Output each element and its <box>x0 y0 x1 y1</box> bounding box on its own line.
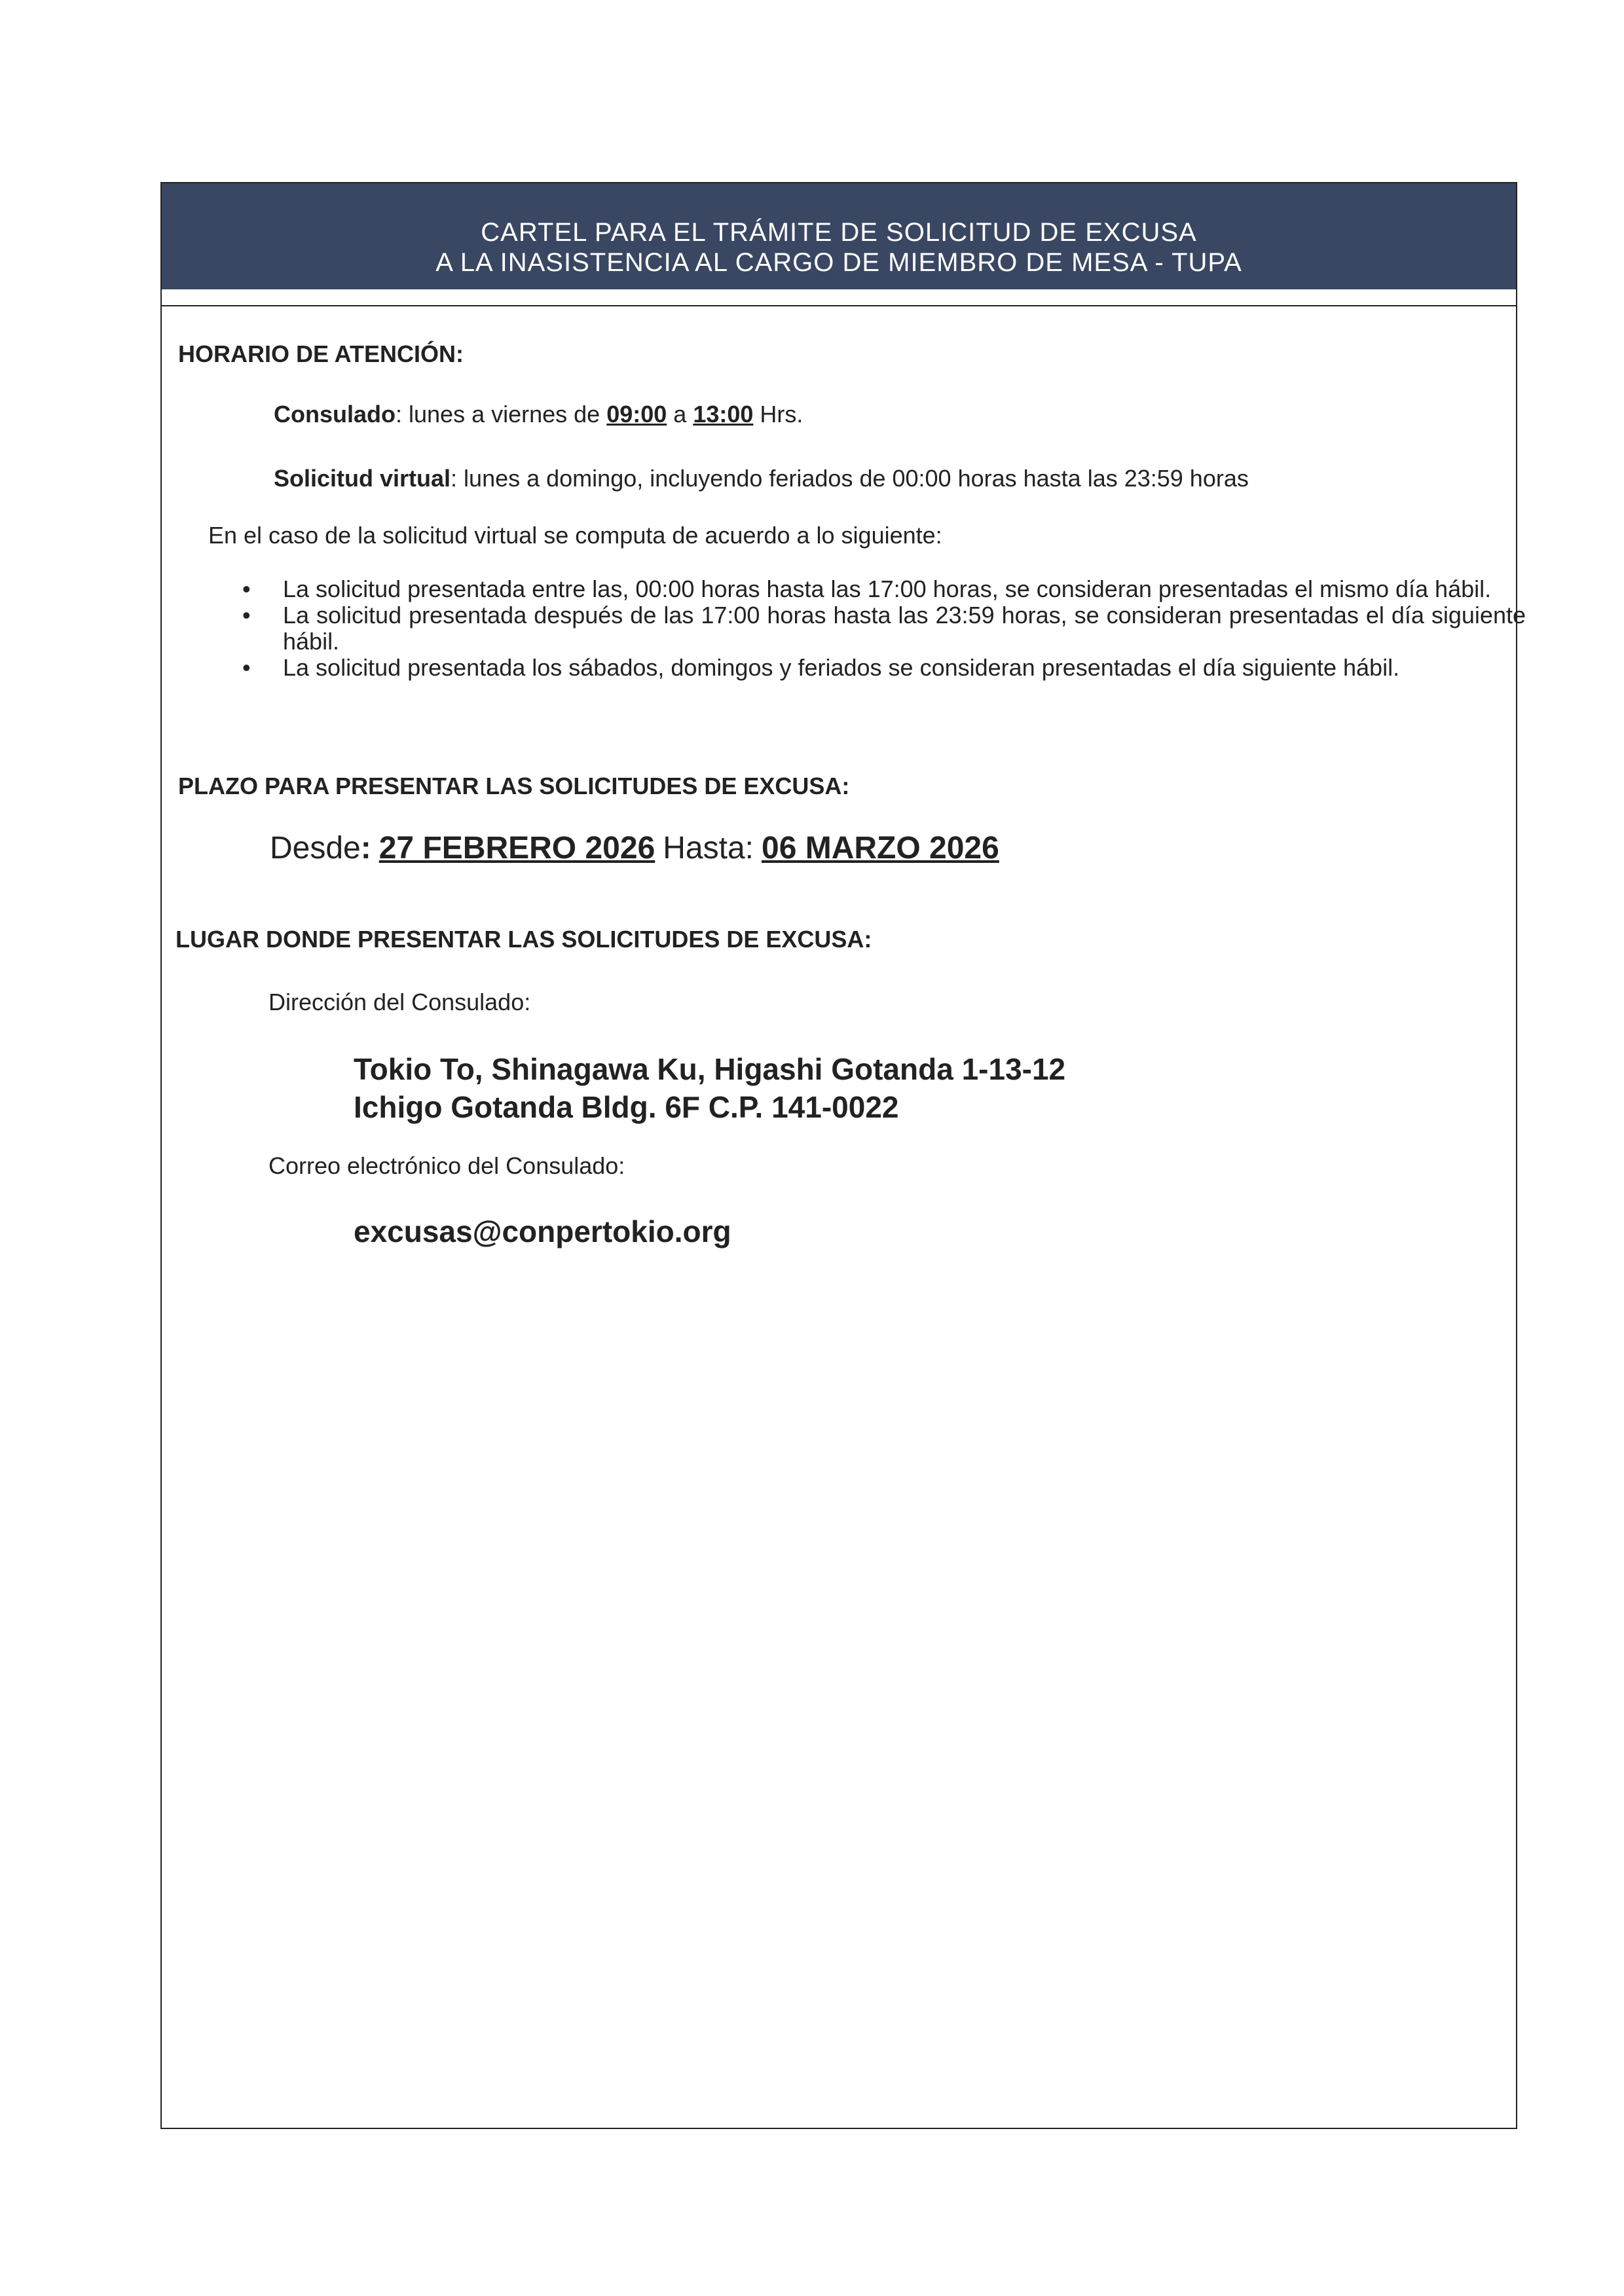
virtual-intro: En el caso de la solicitud virtual se computa de acuerdo a lo siguiente: <box>208 522 942 549</box>
consulado-from-time: 09:00 <box>606 401 667 428</box>
header-divider <box>162 305 1516 306</box>
consulado-end: Hrs. <box>753 401 803 428</box>
address-line-1: Tokio To, Shinagawa Ku, Higashi Gotanda 1-13-12 <box>354 1052 1066 1086</box>
list-item: • La solicitud presentada entre las, 00:00 horas hasta las 17:00 horas, se consideran presentadas el mismo día hábil. <box>242 575 1492 602</box>
bullet-icon: • <box>242 575 251 602</box>
header-band <box>162 183 1516 289</box>
hasta-label: Hasta: <box>663 831 754 866</box>
section-title-plazo: PLAZO PARA PRESENTAR LAS SOLICITUDES DE EXCUSA: <box>178 773 850 799</box>
consulado-label: Consulado <box>274 401 396 428</box>
consulado-text: : lunes a viernes de <box>396 401 607 428</box>
desde-label: Desde <box>270 831 361 866</box>
consulado-mid: a <box>667 401 693 428</box>
section-title-horario: HORARIO DE ATENCIÓN: <box>178 340 464 367</box>
hasta-value: 06 MARZO 2026 <box>762 831 999 866</box>
consulate-email[interactable]: excusas@conpertokio.org <box>354 1214 731 1248</box>
bullet-icon: • <box>242 602 251 629</box>
desde-value: 27 FEBRERO 2026 <box>378 831 655 866</box>
virtual-label: Solicitud virtual <box>274 465 451 492</box>
list-item: • La solicitud presentada los sábados, domingos y feriados se consideran presentadas el día siguiente hábil. <box>242 654 1400 681</box>
header-title-line-1: CARTEL PARA EL TRÁMITE DE SOLICITUD DE EXCUSA <box>481 218 1197 247</box>
direccion-label: Dirección del Consulado: <box>268 989 531 1015</box>
virtual-rules-list <box>242 576 1526 681</box>
virtual-hours <box>274 465 1249 492</box>
consulate-address <box>354 1050 1065 1126</box>
header-title-line-2: A LA INASISTENCIA AL CARGO DE MIEMBRO DE MESA - TUPA <box>435 248 1242 277</box>
address-line-2: Ichigo Gotanda Bldg. 6F C.P. 141-0022 <box>354 1090 899 1124</box>
virtual-text: : lunes a domingo, incluyendo feriados de 00:00 horas hasta las 23:59 horas <box>451 465 1249 492</box>
consulado-hours <box>274 401 803 428</box>
consulado-to-time: 13:00 <box>693 401 754 428</box>
deadline-dates: Desde: 27 FEBRERO 2026 Hasta: 06 MARZO 2026 <box>270 830 1007 866</box>
correo-label: Correo electrónico del Consulado: <box>268 1152 625 1179</box>
bullet-icon: • <box>242 654 251 681</box>
section-title-lugar: LUGAR DONDE PRESENTAR LAS SOLICITUDES DE EXCUSA: <box>175 926 872 953</box>
list-item: • La solicitud presentada después de las 17:00 horas hasta las 23:59 horas, se consideran presentadas el día siguiente hábil. <box>242 602 1526 655</box>
